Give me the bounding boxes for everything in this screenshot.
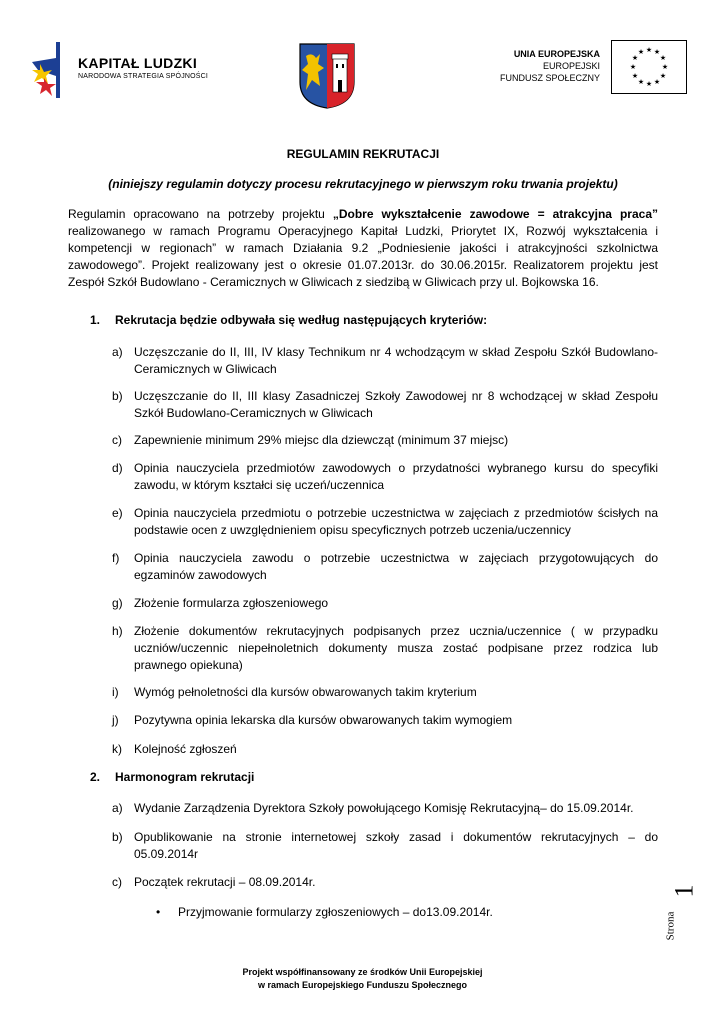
eu-fund-line1: EUROPEJSKI bbox=[542, 61, 600, 71]
svg-text:★: ★ bbox=[659, 72, 667, 80]
svg-text:★: ★ bbox=[631, 54, 639, 62]
svg-text:★: ★ bbox=[653, 78, 661, 86]
list-text: Opinia nauczyciela przedmiotów zawodowych o przydatności wybranego kursu do specyfiki zawodu, w którym kształci się uczeń/uczennica bbox=[134, 461, 658, 492]
svg-text:★: ★ bbox=[637, 78, 645, 86]
section-title: Rekrutacja będzie odbywała się według następujących kryteriów: bbox=[115, 313, 488, 327]
list-text: Uczęszczanie do II, III klasy Zasadniczej Szkoły Zawodowej nr 8 wchodzącej w skład Zespołu Szkół Budowlano-Ceramicznych w Gliwicach bbox=[134, 389, 658, 420]
list-item bbox=[112, 595, 658, 612]
eu-flag-icon bbox=[611, 40, 687, 94]
section-1-heading bbox=[90, 312, 487, 329]
list-item bbox=[112, 874, 658, 891]
list-item bbox=[112, 344, 658, 378]
eu-fund-line2: FUNDUSZ SPOŁECZNY bbox=[499, 73, 600, 83]
list-item bbox=[112, 432, 658, 449]
list-text: Początek rekrutacji – 08.09.2014r. bbox=[134, 875, 316, 889]
intro-pre: Regulamin opracowano na potrzeby projektu bbox=[68, 207, 333, 221]
eu-text bbox=[470, 48, 600, 84]
footer-line-2: w ramach Europejskiego Funduszu Społecznego bbox=[257, 980, 468, 990]
list-text: Opublikowanie na stronie internetowej szkoły zasad i dokumentów rekrutacyjnych – do 05.09.2014r bbox=[134, 830, 658, 861]
svg-text:★: ★ bbox=[629, 63, 637, 71]
header bbox=[0, 0, 725, 120]
list-item bbox=[112, 800, 658, 817]
list-letter: b) bbox=[112, 830, 123, 844]
section-number: 2. bbox=[90, 770, 101, 784]
list-item bbox=[112, 623, 658, 674]
svg-text:★: ★ bbox=[637, 48, 645, 56]
svg-text:★: ★ bbox=[645, 80, 653, 88]
kapital-ludzki-title: KAPITAŁ LUDZKI bbox=[78, 55, 198, 71]
svg-text:★: ★ bbox=[659, 54, 667, 62]
document-title: REGULAMIN REKRUTACJI bbox=[286, 147, 440, 161]
svg-text:★: ★ bbox=[645, 46, 653, 54]
list-letter: b) bbox=[112, 389, 123, 403]
eu-union-label: UNIA EUROPEJSKA bbox=[513, 49, 600, 59]
list-item bbox=[112, 460, 658, 494]
list-item bbox=[112, 712, 658, 729]
page-number bbox=[664, 876, 699, 941]
gliwice-coat-of-arms-icon bbox=[298, 42, 356, 110]
intro-post: realizowanego w ramach Programu Operacyjnego Kapitał Ludzki, Priorytet IX, Rozwój wykształcenia i kompetencji w regionach” w ramach Działania 9.2 „Podniesienie jakości i atrakcyjności szkolnictwa zawodowego”. Projekt realizowany jest o okresie 01.07.2013r. do 30.06.2015r. Realizatorem projektu jest Zespół Szkół Budowlano - Ceramicznych w Gliwicach z siedzibą w Gliwicach przy ul. Bojkowska 16. bbox=[68, 224, 658, 289]
page-number-value: 1 bbox=[669, 884, 699, 898]
list-letter: k) bbox=[112, 742, 122, 756]
svg-text:★: ★ bbox=[653, 48, 661, 56]
document-subtitle: (niniejszy regulamin dotyczy procesu rekrutacyjnego w pierwszym roku trwania projektu) bbox=[108, 177, 618, 191]
list-item bbox=[112, 388, 658, 422]
list-letter: c) bbox=[112, 875, 122, 889]
list-item bbox=[112, 684, 658, 701]
list-text: Złożenie formularza zgłoszeniowego bbox=[134, 596, 329, 610]
section-number: 1. bbox=[90, 313, 101, 327]
section-title: Harmonogram rekrutacji bbox=[115, 770, 255, 784]
list-letter: f) bbox=[112, 551, 120, 565]
list-text: Wydanie Zarządzenia Dyrektora Szkoły powołującego Komisję Rekrutacyjną– do 15.09.2014r. bbox=[134, 801, 634, 815]
intro-paragraph bbox=[68, 206, 658, 291]
bullet-text: Przyjmowanie formularzy zgłoszeniowych – do13.09.2014r. bbox=[178, 905, 493, 919]
list-letter: a) bbox=[112, 801, 123, 815]
bullet-icon: • bbox=[156, 905, 161, 919]
list-text: Zapewnienie minimum 29% miejsc dla dziewcząt (minimum 37 miejsc) bbox=[134, 433, 509, 447]
bullet-item bbox=[156, 904, 636, 921]
intro-project-name: „Dobre wykształcenie zawodowe = atrakcyjna praca” bbox=[332, 207, 658, 221]
list-letter: g) bbox=[112, 596, 123, 610]
kapital-ludzki-star-icon bbox=[30, 40, 70, 100]
list-text: Kolejność zgłoszeń bbox=[134, 742, 237, 756]
list-letter: d) bbox=[112, 461, 123, 475]
list-letter: h) bbox=[112, 624, 123, 638]
list-item bbox=[112, 829, 658, 863]
page-label: Strona bbox=[664, 911, 677, 941]
list-item bbox=[112, 741, 658, 758]
list-letter: e) bbox=[112, 506, 123, 520]
footer-line-1: Projekt współfinansowany ze środków Unii Europejskiej bbox=[242, 967, 483, 977]
kapital-ludzki-logo bbox=[30, 40, 215, 102]
section-2-heading bbox=[90, 769, 254, 786]
list-letter: j) bbox=[112, 713, 119, 727]
list-text: Opinia nauczyciela zawodu o potrzebie uczestnictwa w zajęciach przygotowujących do egzaminów zawodowych bbox=[134, 551, 658, 582]
list-letter: c) bbox=[112, 433, 122, 447]
kapital-ludzki-subtitle: NARODOWA STRATEGIA SPÓJNOŚCI bbox=[78, 73, 209, 80]
list-text: Wymóg pełnoletności dla kursów obwarowanych takim kryterium bbox=[134, 685, 477, 699]
list-letter: i) bbox=[112, 685, 119, 699]
list-text: Pozytywna opinia lekarska dla kursów obwarowanych takim wymogiem bbox=[134, 713, 513, 727]
list-letter: a) bbox=[112, 345, 123, 359]
list-text: Opinia nauczyciela przedmiotu o potrzebie uczestnictwa w zajęciach z przedmiotów ścisłych na podstawie ocen z uwzględnieniem opisu specyficznych potrzeb uczenia/uczennicy bbox=[134, 506, 658, 537]
svg-text:★: ★ bbox=[631, 72, 639, 80]
list-item bbox=[112, 505, 658, 539]
footer bbox=[0, 966, 725, 992]
list-text: Uczęszczanie do II, III, IV klasy Technikum nr 4 wchodzącym w skład Zespołu Szkół Budowlano-Ceramicznych w Gliwicach bbox=[134, 345, 658, 376]
svg-text:★: ★ bbox=[661, 63, 669, 71]
list-item bbox=[112, 550, 658, 584]
list-text: Złożenie dokumentów rekrutacyjnych podpisanych przez ucznia/uczennice ( w przypadku uczniów/uczennic niepełnoletnich dokumenty musza zostać podpisane przez rodzica lub prawnego opiekuna) bbox=[134, 624, 658, 672]
